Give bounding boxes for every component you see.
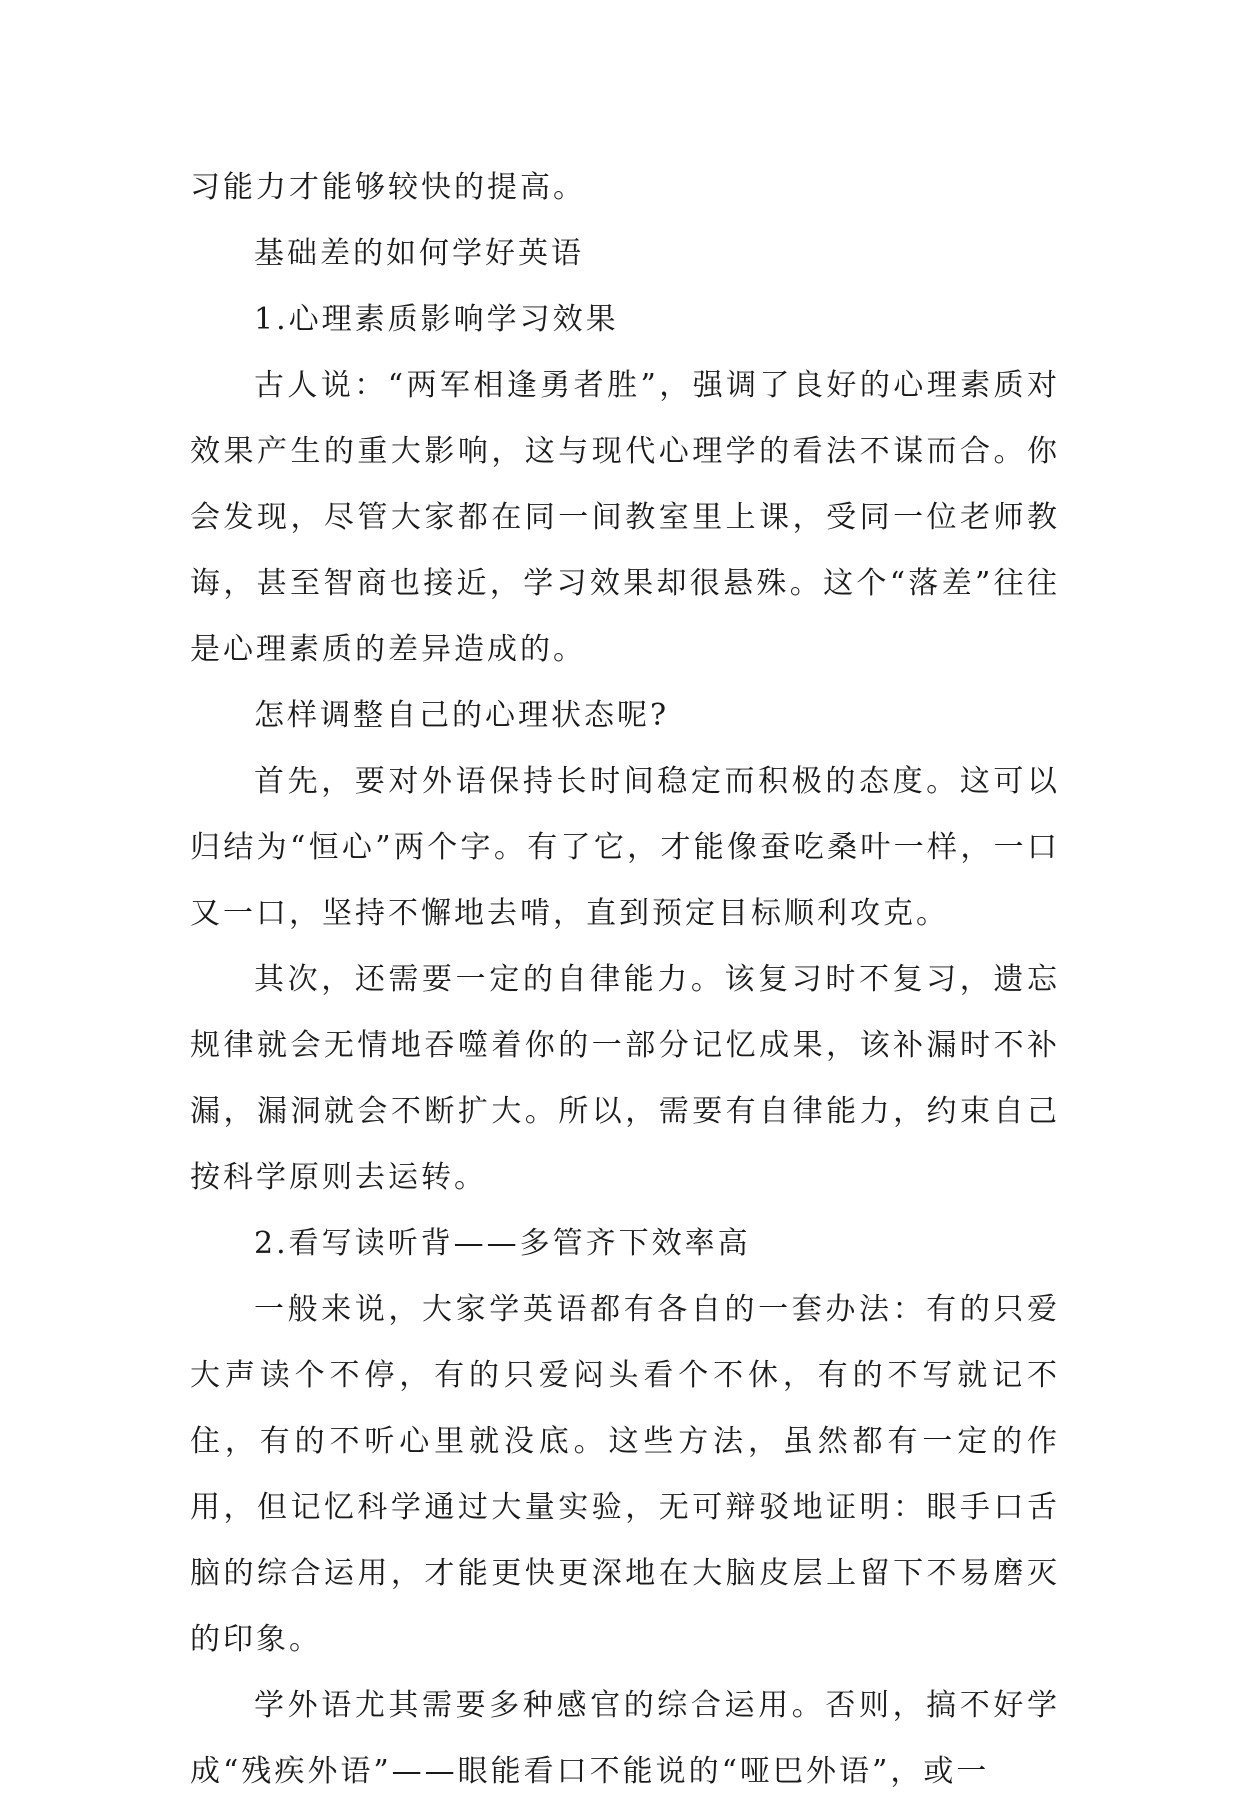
paragraph: 古人说：“两军相逢勇者胜”，强调了良好的心理素质对效果产生的重大影响，这与现代心理学的看法不谋而合。你会发现，尽管大家都在同一间教室里上课，受同一位老师教诲，甚至智商也接近，学习效果却很悬殊。这个“落差”往往是心理素质的差异造成的。 [190, 368, 1060, 667]
paragraph: 一般来说，大家学英语都有各自的一套办法：有的只爱大声读个不停，有的只爱闷头看个不休，有的不写就记不住，有的不听心里就没底。这些方法，虽然都有一定的作用，但记忆科学通过大量实验，无可辩驳地证明：眼手口舌脑的综合运用，才能更快更深地在大脑皮层上留下不易磨灭的印象。 [190, 1292, 1060, 1657]
paragraph: 习能力才能够较快的提高。 [190, 170, 586, 205]
paragraph: 怎样调整自己的心理状态呢? [254, 698, 670, 733]
paragraph: 其次，还需要一定的自律能力。该复习时不复习，遗忘规律就会无情地吞噬着你的一部分记忆成果，该补漏时不补漏，漏洞就会不断扩大。所以，需要有自律能力，约束自己按科学原则去运转。 [190, 962, 1060, 1195]
document-body [190, 155, 1060, 1805]
section-heading: 基础差的如何学好英语 [254, 236, 584, 271]
subsection-heading: 2.看写读听背——多管齐下效率高 [254, 1226, 751, 1261]
paragraph: 首先，要对外语保持长时间稳定而积极的态度。这可以归结为“恒心”两个字。有了它，才能像蚕吃桑叶一样，一口又一口，坚持不懈地去啃，直到预定目标顺利攻克。 [190, 764, 1060, 931]
subsection-heading: 1.心理素质影响学习效果 [254, 302, 619, 337]
paragraph: 学外语尤其需要多种感官的综合运用。否则，搞不好学成“残疾外语”——眼能看口不能说的“哑巴外语”，或一 [190, 1688, 1060, 1789]
